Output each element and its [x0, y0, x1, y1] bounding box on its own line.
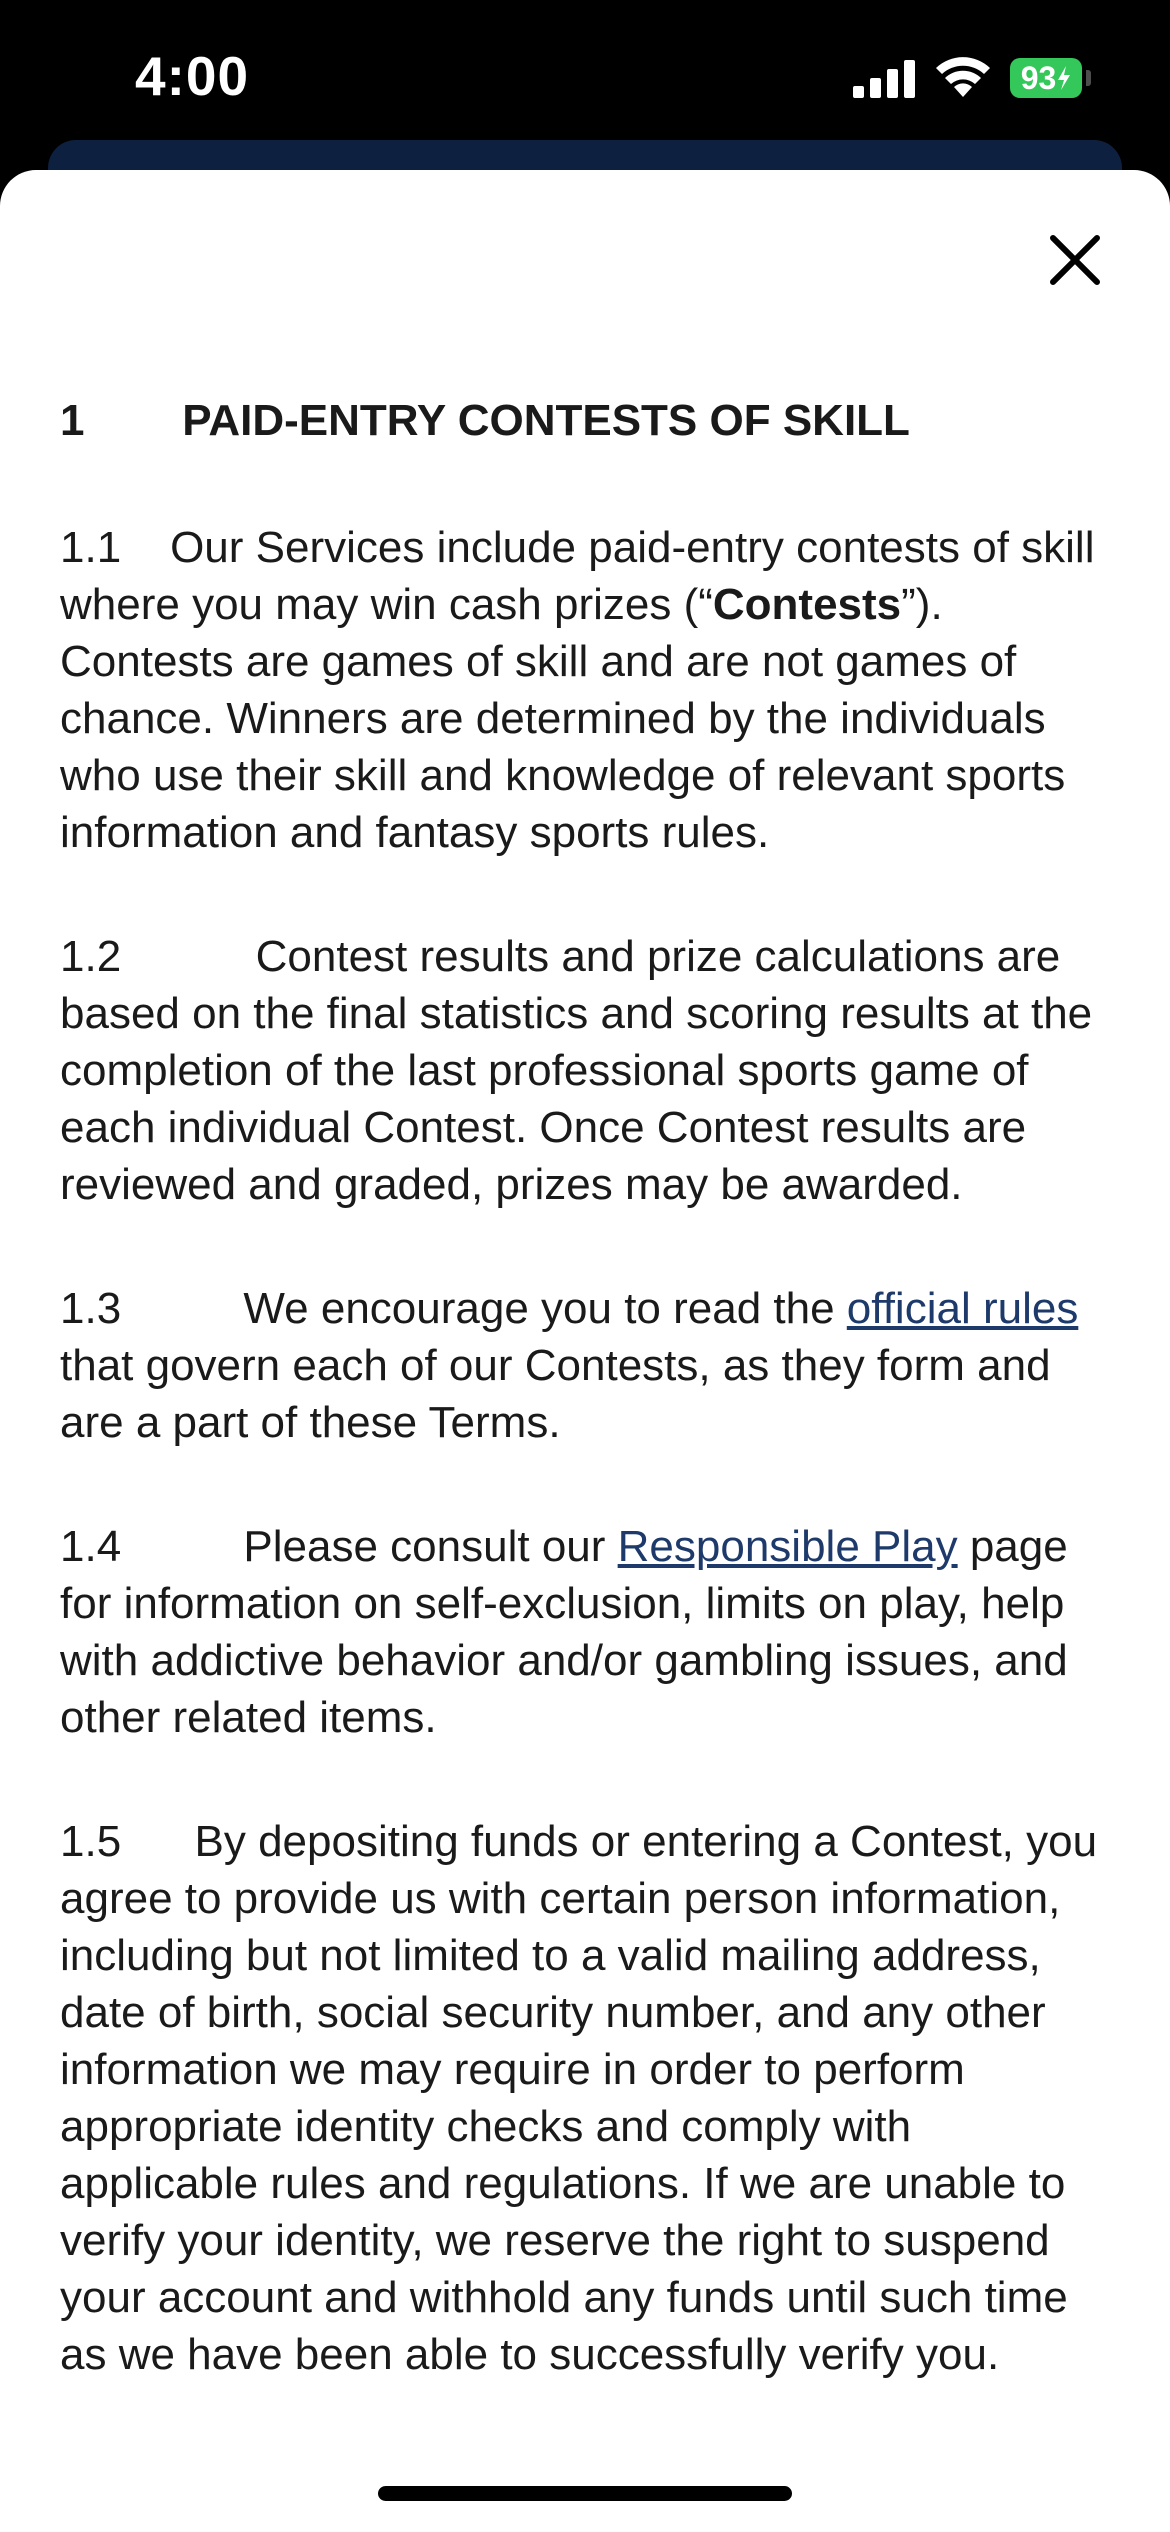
paragraph-text: Our Services include paid-entry contests of skill where you may win cash prizes (“: [60, 523, 1095, 629]
section-number: 1.2: [60, 932, 256, 981]
section-heading: 1 PAID-ENTRY CONTESTS OF SKILL: [60, 396, 910, 445]
battery-level: 93: [1020, 59, 1057, 96]
paragraph-1-3: [60, 1280, 1120, 1451]
section-number: 1.1: [60, 523, 171, 572]
official-rules-link[interactable]: official rules: [846, 1284, 1079, 1333]
section-number: 1.4: [60, 1522, 244, 1571]
terms-sheet: [0, 170, 1170, 2532]
paragraph-text: page for information on self-exclusion, limits on play, help with addictive behavior and/or gambling issues, and other related items.: [60, 1522, 1068, 1742]
terms-content: [60, 392, 1120, 2450]
paragraph-text: We encourage you to read the: [243, 1284, 847, 1333]
paragraph-text: By depositing funds or entering a Contest, you agree to provide us with certain person information, including but not limited to a valid mailing address, date of birth, social security number, and any other information we may require in order to perform appropriate identity checks and comply with applicable rules and regulations. If we are unable to verify your identity, we reserve the right to suspend your account and withhold any funds until such time as we have been able to successfully verify you.: [60, 1817, 1098, 2379]
paragraph-1-1: [60, 519, 1120, 861]
home-indicator[interactable]: [378, 2486, 792, 2501]
paragraph-text: that govern each of our Contests, as they form and are a part of these Terms.: [60, 1341, 1051, 1447]
section-number: 1.3: [60, 1284, 244, 1333]
close-button[interactable]: [1045, 230, 1105, 290]
section-number: 1.5: [60, 1817, 195, 1866]
paragraph-text: ”). Contests are games of skill and are not games of chance. Winners are determined by the individuals who use their skill and knowledge of relevant sports information and fantasy sports rules.: [60, 580, 1066, 857]
status-time: 4:00: [135, 45, 250, 107]
battery-cap: [1086, 70, 1091, 86]
responsible-play-link[interactable]: Responsible Play: [617, 1522, 958, 1571]
cellular-signal-icon: [853, 60, 915, 103]
paragraph-1-4: [60, 1518, 1120, 1746]
paragraph-text: Contest results and prize calculations are based on the final statistics and scoring results at the completion of the last professional sports game of each individual Contest. Once Contest results are reviewed and graded, prizes may be awarded.: [60, 932, 1093, 1209]
battery-icon: [1010, 58, 1082, 98]
paragraph-1-2: [60, 928, 1120, 1213]
paragraph-text: Please consult our: [243, 1522, 618, 1571]
defined-term: Contests: [712, 580, 902, 629]
wifi-icon: [935, 55, 991, 102]
paragraph-1-5: [60, 1813, 1120, 2383]
close-icon: [1045, 230, 1105, 290]
